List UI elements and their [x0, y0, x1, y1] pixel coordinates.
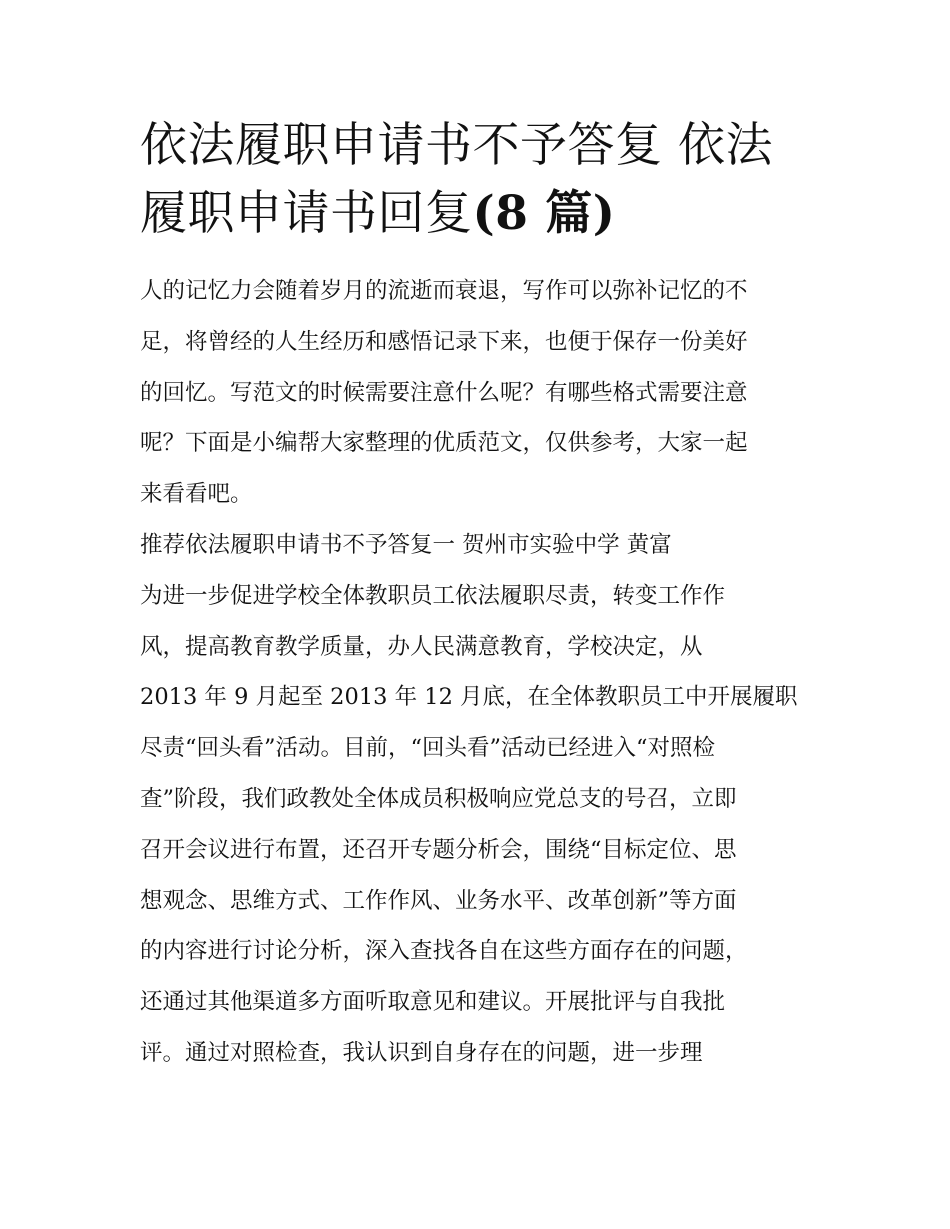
document-body: [140, 266, 812, 1079]
body-line: 人的记忆力会随着岁月的流逝而衰退，写作可以弥补记忆的不: [140, 278, 748, 304]
body-line: 足，将曾经的人生经历和感悟记录下来，也便于保存一份美好: [140, 328, 748, 355]
title-line: 依法履职申请书不予答复 依法: [140, 118, 773, 173]
body-line: 查”阶段，我们政教处全体成员积极响应党总支的号召，立即: [140, 785, 737, 812]
body-line: 呢？下面是小编帮大家整理的优质范文，仅供参考，大家一起: [140, 430, 748, 457]
title-line: 履职申请书回复(8 篇): [140, 186, 616, 241]
title-count: (8 篇): [472, 186, 616, 241]
body-line: 风，提高教育教学质量，办人民满意教育，学校决定，从: [140, 633, 703, 660]
body-line: 来看看吧。: [140, 481, 253, 508]
body-line: 的内容进行讨论分析，深入查找各自在这些方面存在的问题，: [140, 938, 748, 965]
document-title: [140, 112, 812, 248]
body-line: 还通过其他渠道多方面听取意见和建议。开展批评与自我批: [140, 989, 726, 1016]
body-line: 尽责“回头看”活动。目前，“回头看”活动已经进入“对照检: [140, 735, 716, 762]
body-line: 的回忆。写范文的时候需要注意什么呢？有哪些格式需要注意: [140, 379, 748, 406]
body-line: 召开会议进行布置，还召开专题分析会，围绕“目标定位、思: [140, 836, 737, 863]
section-heading-line: 推荐依法履职申请书不予答复一 贺州市实验中学 黄富: [140, 531, 672, 558]
body-line: 想观念、思维方式、工作作风、业务水平、改革创新”等方面: [140, 887, 737, 914]
document-page: [140, 112, 812, 1079]
body-line: 评。通过对照检查，我认识到自身存在的问题，进一步理: [140, 1039, 703, 1066]
body-line: 2013 年 9 月起至 2013 年 12 月底，在全体教职员工中开展履职: [140, 684, 798, 711]
body-line: 为进一步促进学校全体教职员工依法履职尽责，转变工作作: [140, 582, 726, 609]
